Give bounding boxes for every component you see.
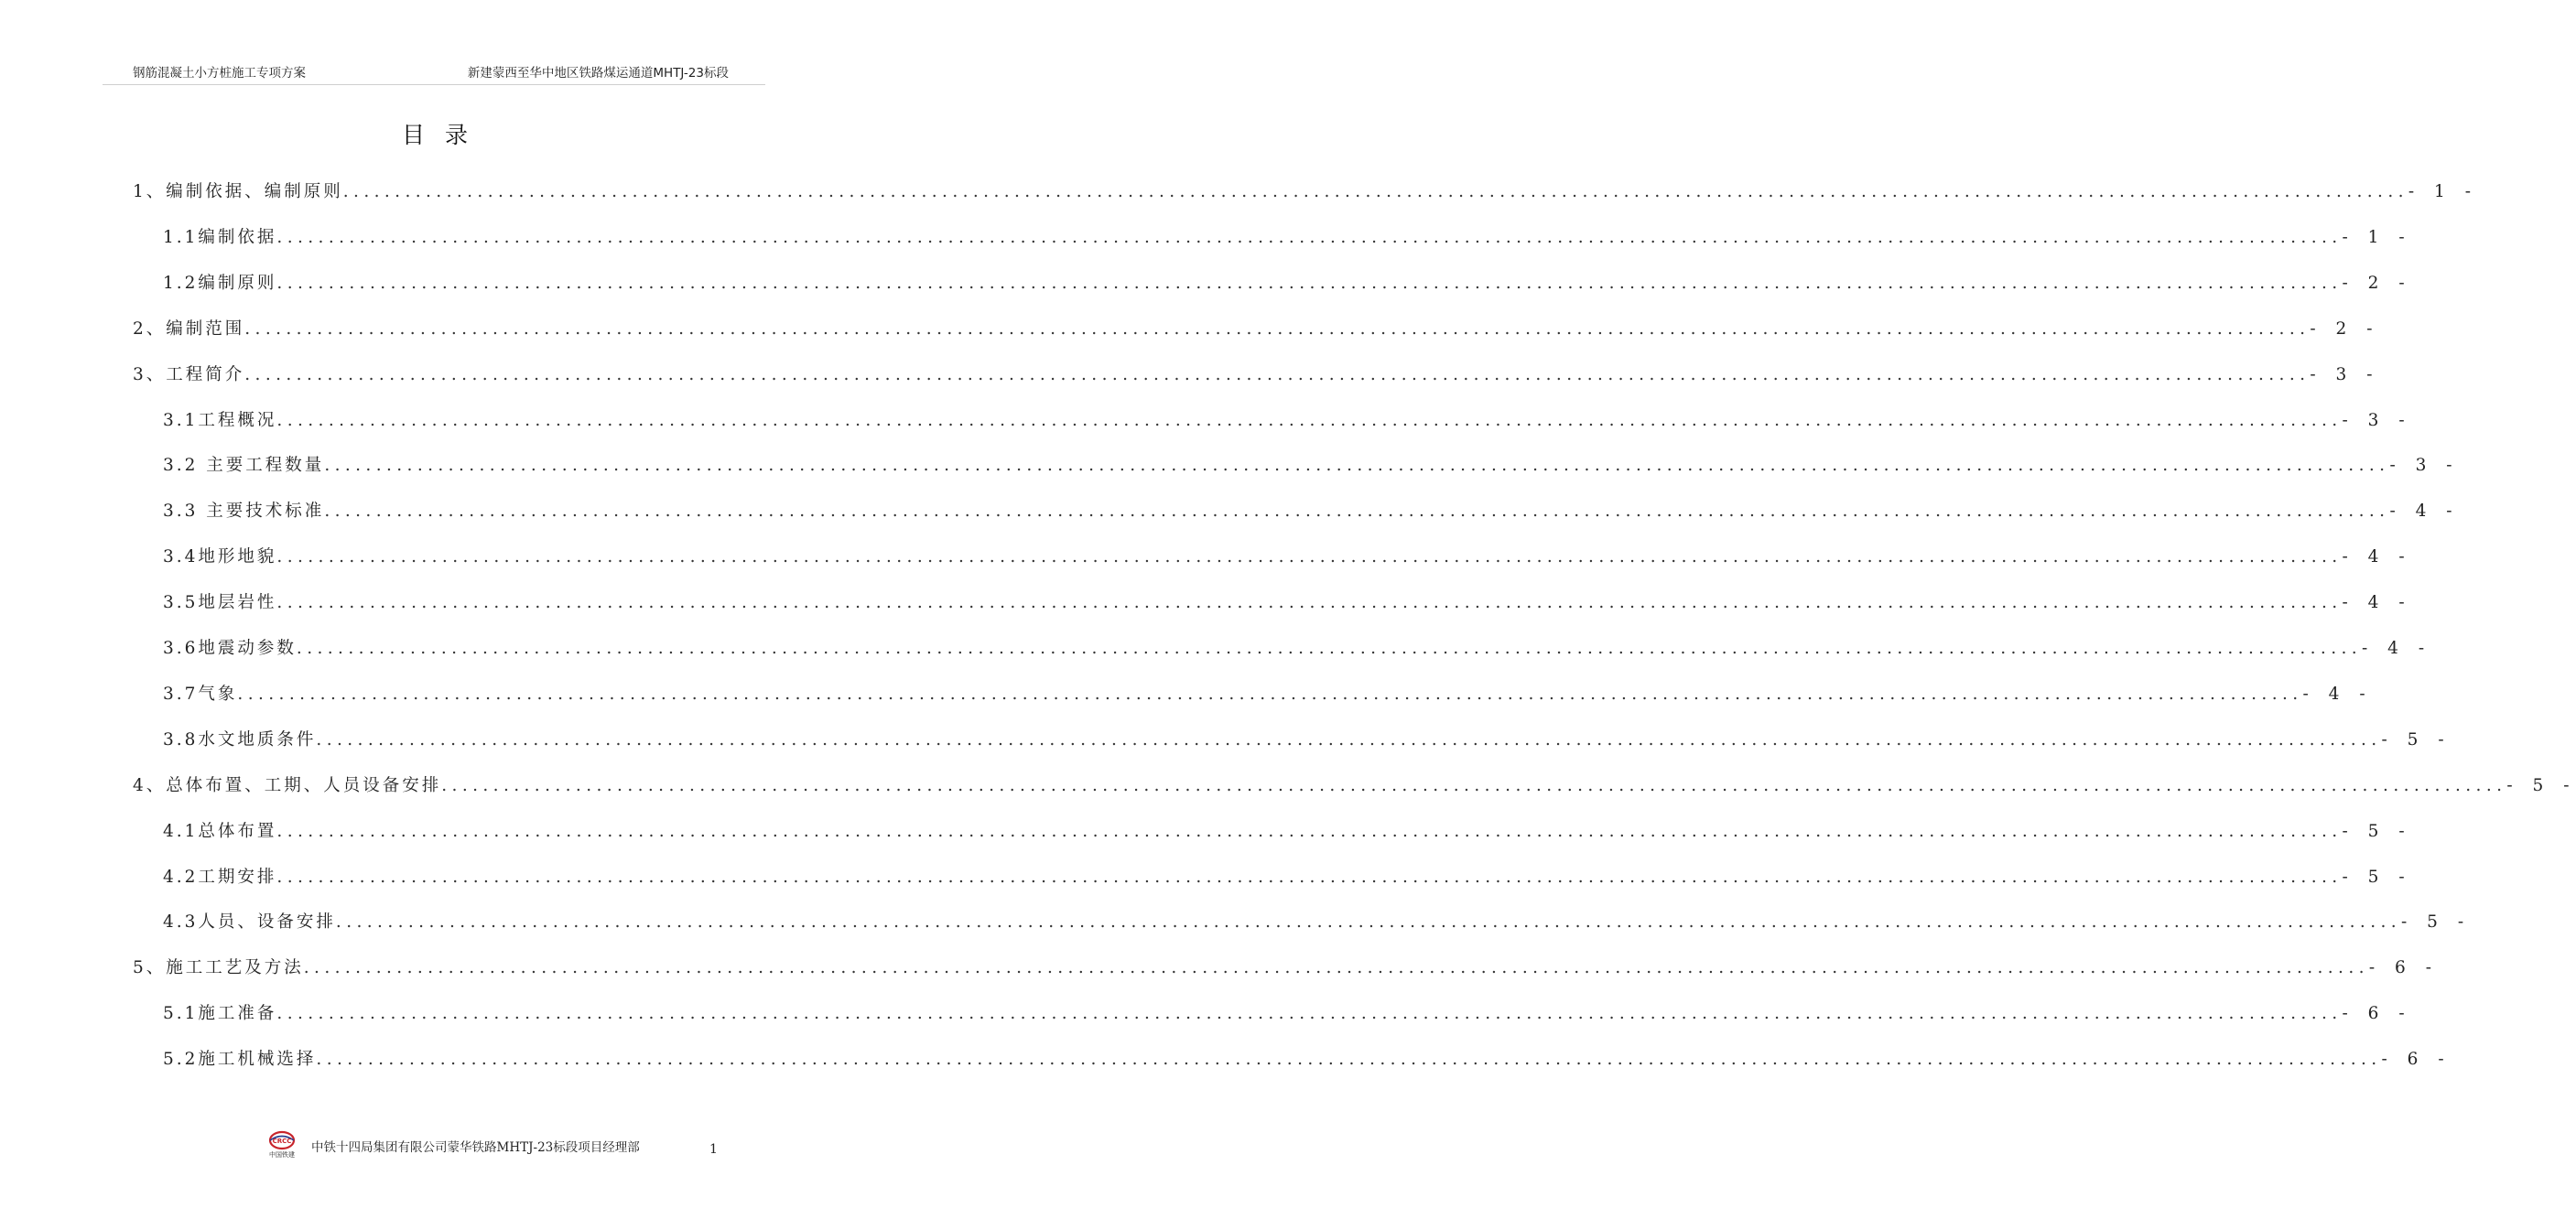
toc-dot-leader: ........................................................................................................................................................................................................ [441,775,2507,795]
toc-entry-title: 5.2施工机械选择 [163,1050,317,1070]
toc-entry-page: - 2 - [2310,318,2380,339]
toc-entry-title: 3.4地形地貌 [163,547,277,567]
toc-entry[interactable] [163,224,2412,252]
toc-title: 目录 [401,122,488,148]
toc-entry[interactable] [133,772,2576,800]
toc-entry-title: 1.1编制依据 [163,227,277,247]
toc-entry[interactable] [163,1000,2412,1028]
page-number: 1 [709,1142,718,1157]
toc-entry-page: - 4 - [2342,547,2412,567]
footer-organization: 中铁十四局集团有限公司蒙华铁路MHTJ-23标段项目经理部 [311,1140,640,1155]
toc-entry-title: 1.2编制原则 [163,273,277,293]
toc-dot-leader: ........................................................................................................................................................................................................ [276,273,2343,293]
toc-entry[interactable] [163,909,2472,936]
toc-entry-page: - 6 - [2381,1050,2452,1070]
toc-entry-title: 5.1施工准备 [163,1004,277,1024]
toc-entry[interactable] [163,864,2412,891]
toc-entry[interactable] [163,407,2412,435]
toc-entry[interactable] [133,316,2380,343]
toc-entry-page: - 3 - [2342,410,2412,430]
toc-entry-title: 5、施工工艺及方法 [133,958,304,978]
toc-entry-page: - 5 - [2381,729,2452,750]
toc-entry-title: 2、编制范围 [133,318,245,339]
toc-dot-leader: ........................................................................................................................................................................................................ [237,684,2303,704]
toc-entry[interactable] [133,361,2380,389]
toc-entry-title: 4.2工期安排 [163,867,277,887]
toc-entry[interactable] [133,955,2439,982]
toc-dot-leader: ........................................................................................................................................................................................................ [303,958,2369,978]
toc-dot-leader: ........................................................................................................................................................................................................ [276,867,2343,887]
toc-entry[interactable] [163,727,2452,754]
toc-entry-page: - 4 - [2302,684,2373,704]
toc-entry-page: - 5 - [2401,912,2472,933]
logo-caption: 中国铁建 [269,1151,295,1159]
toc-entry-title: 3.5地层岩性 [163,593,277,613]
toc-dot-leader: ........................................................................................................................................................................................................ [296,639,2363,658]
toc-entry[interactable] [163,1046,2452,1074]
toc-dot-leader: ........................................................................................................................................................................................................ [276,1004,2343,1024]
toc-entry[interactable] [163,498,2460,525]
logo-mark-text: CRCC [272,1138,292,1145]
toc-entry-page: - 6 - [2342,1004,2412,1024]
toc-entry[interactable] [163,681,2373,708]
toc-entry-page: - 2 - [2342,273,2412,293]
toc-dot-leader: ........................................................................................................................................................................................................ [316,729,2382,750]
toc-dot-leader: ........................................................................................................................................................................................................ [342,182,2408,201]
toc-entry-title: 3.1工程概况 [163,410,277,430]
toc-entry[interactable] [163,544,2412,571]
toc-dot-leader: ........................................................................................................................................................................................................ [324,456,2390,476]
toc-dot-leader: ........................................................................................................................................................................................................ [276,547,2343,567]
toc-dot-leader: ........................................................................................................................................................................................................ [335,912,2402,933]
toc-entry[interactable] [133,178,2478,206]
toc-entry-page: - 1 - [2408,182,2478,201]
toc-dot-leader: ........................................................................................................................................................................................................ [276,410,2343,430]
toc-entry-title: 3.8水文地质条件 [163,729,317,750]
header-document-title: 钢筋混凝土小方桩施工专项方案 [133,66,306,81]
toc-dot-leader: ........................................................................................................................................................................................................ [276,821,2343,841]
toc-entry[interactable] [163,589,2412,617]
toc-entry-page: - 4 - [2362,639,2432,658]
toc-entry[interactable] [163,270,2412,297]
toc-entry-title: 4.3人员、设备安排 [163,912,336,933]
toc-entry-page: - 6 - [2368,958,2439,978]
header-project-name: 新建蒙西至华中地区铁路煤运通道MHTJ-23标段 [467,66,729,81]
toc-dot-leader: ........................................................................................................................................................................................................ [324,502,2390,522]
page-header [103,59,765,85]
toc-dot-leader: ........................................................................................................................................................................................................ [316,1050,2382,1070]
crcc-logo-icon [265,1128,298,1161]
toc-entry-page: - 1 - [2342,227,2412,247]
page-footer [265,1128,741,1165]
toc-entry-title: 3.2 主要工程数量 [163,456,325,476]
toc-entry-title: 4、总体布置、工期、人员设备安排 [133,775,442,795]
toc-entry-title: 3.7气象 [163,684,238,704]
toc-dot-leader: ........................................................................................................................................................................................................ [276,593,2343,613]
toc-entry-title: 3.6地震动参数 [163,639,297,658]
toc-dot-leader: ........................................................................................................................................................................................................ [244,364,2311,384]
toc-entry-page: - 5 - [2506,775,2576,795]
toc-entry-title: 1、编制依据、编制原则 [133,182,343,201]
toc-entry-page: - 4 - [2389,502,2460,522]
toc-entry-title: 4.1总体布置 [163,821,277,841]
toc-entry-title: 3、工程简介 [133,364,245,384]
toc-entry[interactable] [163,635,2432,663]
toc-entry[interactable] [163,818,2412,846]
toc-entry-page: - 3 - [2310,364,2380,384]
toc-entry[interactable] [163,452,2460,480]
toc-entry-page: - 3 - [2389,456,2460,476]
toc-entry-title: 3.3 主要技术标准 [163,502,325,522]
toc-dot-leader: ........................................................................................................................................................................................................ [244,318,2311,339]
toc-entry-page: - 4 - [2342,593,2412,613]
toc-entry-page: - 5 - [2342,867,2412,887]
toc-dot-leader: ........................................................................................................................................................................................................ [276,227,2343,247]
toc-entry-page: - 5 - [2342,821,2412,841]
